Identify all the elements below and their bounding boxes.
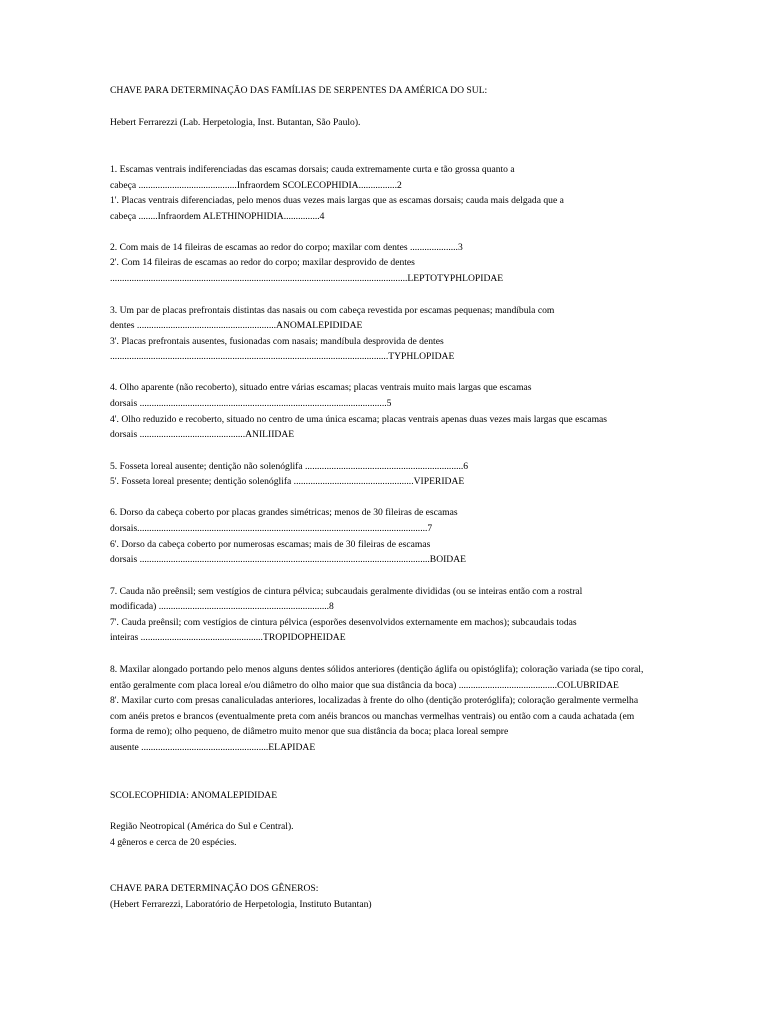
key-line: 7. Cauda não preênsil; sem vestígios de cintura pélvica; subcaudais geralmente divididas (ou se inteiras então com a rostral [110,586,583,597]
key-line: dorsais .......................................................................................................5 [110,398,392,409]
key-line: dentes ..........................................................ANOMALEPIDIDAE [110,320,363,331]
key-line: com anéis pretos e brancos (eventualmente preta com anéis brancos ou manchas vermelhas ventrais) ou então com a cauda achatada (em [110,711,635,722]
key-line: 8. Maxilar alongado portando pelo menos alguns dentes sólidos anteriores (dentição áglifa ou opistóglifa); coloração variada (se tipo coral, [110,664,644,675]
key-line: 8'. Maxilar curto com presas canaliculadas anteriores, localizadas à frente do olho (dentição proteróglifa); coloração geralmente vermelha [110,695,639,706]
key-line: 6'. Dorso da cabeça coberto por numerosas escamas; mais de 30 fileiras de escamas [110,539,431,550]
section-heading: SCOLECOPHIDIA: ANOMALEPIDIDAE [110,790,278,801]
key-line: cabeça ........Infraordem ALETHINOPHIDIA...............4 [110,211,325,222]
key-line: ....................................................................................................................TYPHLOPIDAE [110,351,455,362]
key-line: modificada) .......................................................................8 [110,601,334,612]
key-line: 2'. Com 14 fileiras de escamas ao redor do corpo; maxilar desprovido de dentes [110,257,415,268]
key-line: inteiras ...................................................TROPIDOPHEIDAE [110,632,346,643]
key-line: 1. Escamas ventrais indiferenciadas das escamas dorsais; cauda extremamente curta e tão grossa quanto a [110,164,515,175]
key-line: dorsais ............................................ANILIIDAE [110,429,295,440]
key-line: 6. Dorso da cabeça coberto por placas grandes simétricas; menos de 30 fileiras de escamas [110,507,458,518]
key-line: 2. Com mais de 14 fileiras de escamas ao redor do corpo; maxilar com dentes ....................3 [110,242,463,253]
document-author: Hebert Ferrarezzi (Lab. Herpetologia, Inst. Butantan, São Paulo). [110,117,361,128]
key-line: então geralmente com placa loreal e/ou diâmetro do olho maior que sua distância da boca) .........................................COLUBRIDAE [110,680,619,691]
key-line: ............................................................................................................................LEPTOTYPHLOPIDAE [110,273,504,284]
key-line: 3. Um par de placas prefrontais distintas das nasais ou com cabeça revestida por escamas pequenas; mandíbula com [110,305,555,316]
key-line: cabeça .........................................Infraordem SCOLECOPHIDIA................2 [110,180,402,191]
key-line: 5'. Fosseta loreal presente; dentição solenóglifa ..................................................VIPERIDAE [110,476,465,487]
key-line: 3'. Placas prefrontais ausentes, fusionadas com nasais; mandíbula desprovida de dentes [110,336,444,347]
section-info-line: 4 gêneros e cerca de 20 espécies. [110,837,237,848]
section-info-line: Região Neotropical (América do Sul e Central). [110,821,294,832]
key-line: ausente .....................................................ELAPIDAE [110,742,316,753]
genera-key-title: CHAVE PARA DETERMINAÇÃO DOS GÊNEROS: [110,883,319,894]
key-line: 5. Fosseta loreal ausente; dentição não solenóglifa ..................................................................6 [110,461,469,472]
key-line: forma de remo); olho pequeno, de diâmetro muito menor que sua distância da boca; placa loreal sempre [110,726,509,737]
key-line: dorsais .........................................................................................................................BOIDAE [110,554,467,565]
key-line: 4'. Olho reduzido e recoberto, situado no centro de uma única escama; placas ventrais apenas duas vezes mais largas que escamas [110,414,608,425]
key-line: 1'. Placas ventrais diferenciadas, pelo menos duas vezes mais largas que as escamas dorsais; cauda mais delgada que a [110,195,564,206]
document-title: CHAVE PARA DETERMINAÇÃO DAS FAMÍLIAS DE SERPENTES DA AMÉRICA DO SUL: [110,85,488,96]
key-line: dorsais.........................................................................................................................7 [110,523,433,534]
genera-key-author: (Hebert Ferrarezzi, Laboratório de Herpetologia, Instituto Butantan) [110,899,372,910]
key-line: 7'. Cauda preênsil; com vestígios de cintura pélvica (esporões desenvolvidos externamente em machos); subcaudais todas [110,617,577,628]
key-line: 4. Olho aparente (não recoberto), situado entre várias escamas; placas ventrais muito mais largas que escamas [110,382,532,393]
